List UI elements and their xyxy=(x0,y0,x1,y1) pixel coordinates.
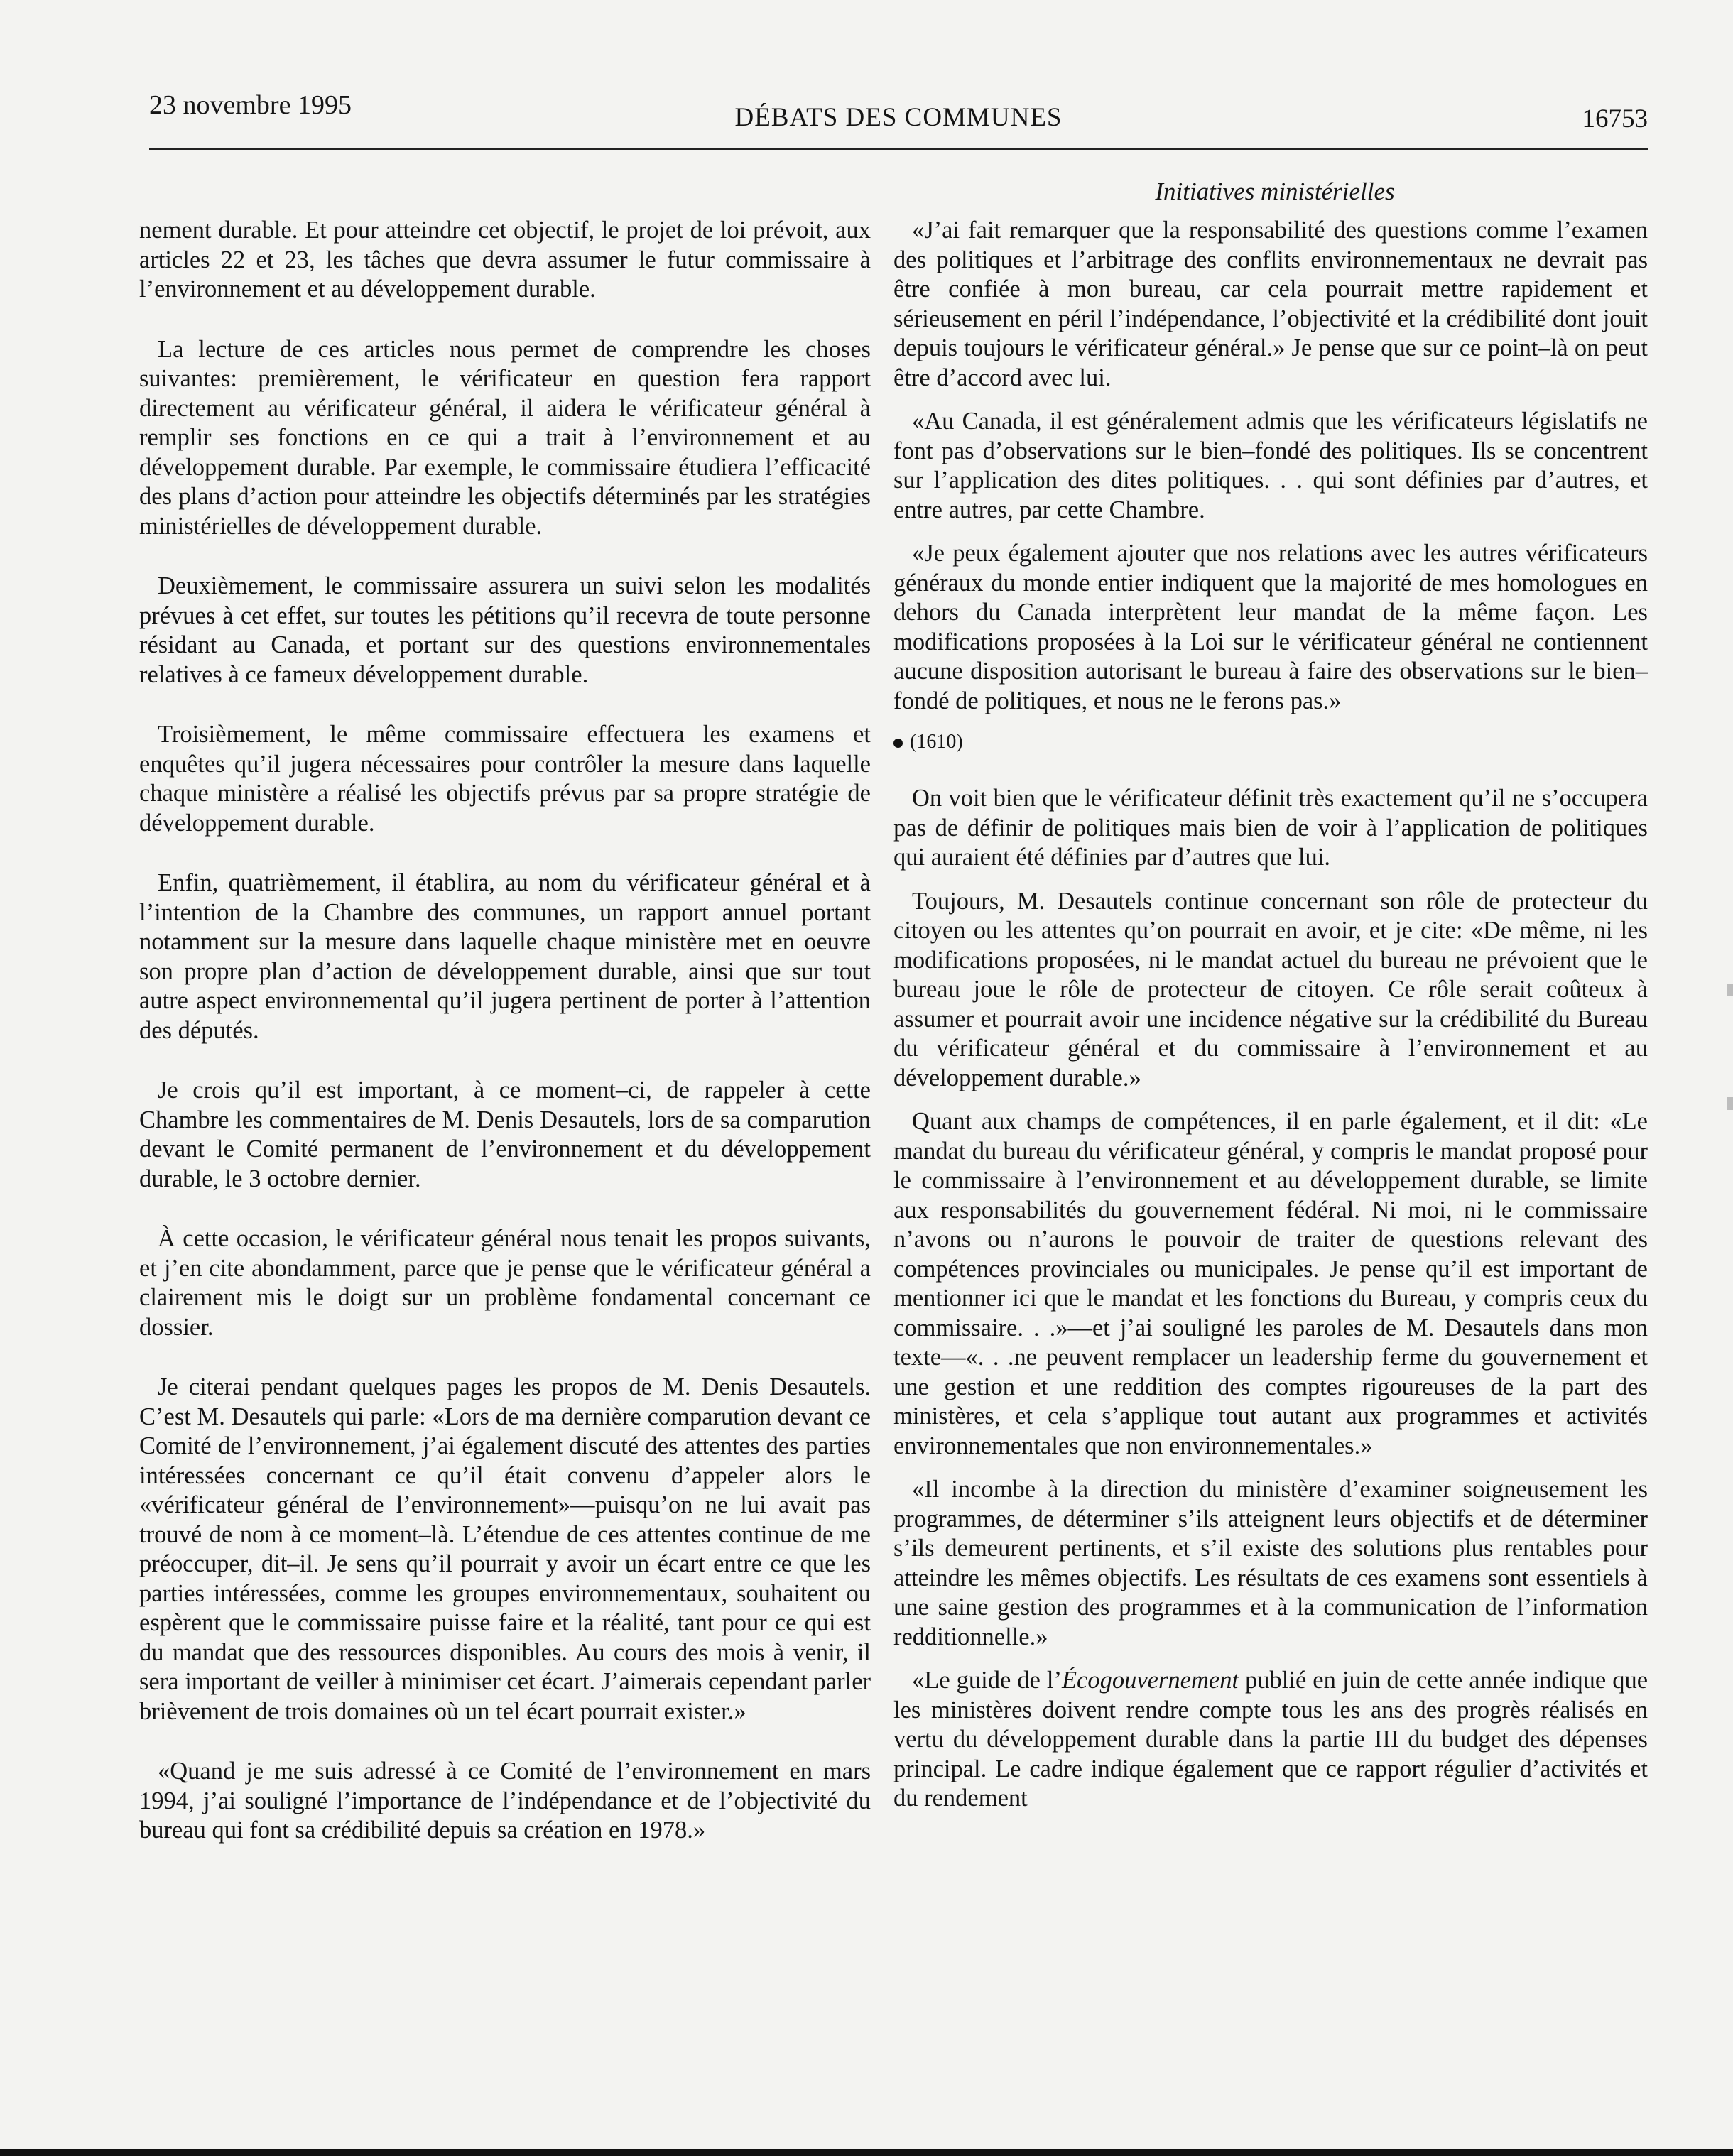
paragraph: Deuxièmement, le commissaire assurera un suivi selon les modalités prévues à cet effet, sur toutes les pétitions qu’il recevra de toute personne résidant au Canada, et portant sur des questions environnementales relatives à ce fameux développement durable. xyxy=(139,572,871,688)
paragraph: La lecture de ces articles nous permet de comprendre les choses suivantes: premièrement, le vérificateur en question fera rapport directement au vérificateur général, il aidera le vérificateur général à remplir ses fonctions en ce qui a trait à l’environnement et au développement durable. Par exemple, le commissaire étudiera l’efficacité des plans d’action pour atteindre les objectifs déterminés par les stratégies ministérielles de développement durable. xyxy=(139,335,871,540)
paragraph: Toujours, M. Desautels continue concernant son rôle de protecteur du citoyen ou les attentes qu’on pourrait en avoir, et je cite: «De même, ni les modifications proposées, ni le mandat actuel du bureau ne prévoient que le bureau joue le rôle de protecteur de citoyen. Ce rôle serait coûteux à assumer et pourrait avoir une incidence négative sur la crédibilité du Bureau du vérificateur général et du commissaire à l’environnement et au développement durable.» xyxy=(893,887,1648,1091)
section-heading: Initiatives ministérielles xyxy=(1155,178,1395,205)
scan-bottom-edge xyxy=(0,2149,1733,2156)
paragraph: «J’ai fait remarquer que la responsabilité des questions comme l’examen des politiques et l’arbitrage des conflits environnementaux ne devrait pas être confiée à mon bureau, car cela pourrait mettre rapidement et sérieusement en péril l’indépendance, l’objectivité et la crédibilité dont jouit depuis toujours le vérificateur général.» Je pense que sur ce point–là on peut être d’accord avec lui. xyxy=(893,217,1648,391)
bullet-icon xyxy=(893,739,903,748)
right-column xyxy=(893,216,1648,1828)
paragraph: «Il incombe à la direction du ministère d’examiner soigneusement les programmes, de déterminer s’ils atteignent leurs objectifs et de déterminer s’ils demeurent pertinents, et s’il existe des solutions plus rentables pour atteindre les mêmes objectifs. Les résultats de ces examens sont essentiels à une saine gestion des programmes et à la communication de l’information redditionnelle.» xyxy=(893,1476,1648,1650)
paragraph xyxy=(893,1666,1648,1814)
paragraph: «Je peux également ajouter que nos relations avec les autres vérificateurs généraux du monde entier indiquent que la majorité de mes homologues en dehors du Canada interprètent leur mandat de la même façon. Les modifications proposées à la Loi sur le vérificateur général ne contiennent aucune disposition autorisant le bureau à faire des observations sur le bien–fondé de politiques, et nous ne le ferons pas.» xyxy=(893,540,1648,714)
publication-title: Écogouvernement xyxy=(1061,1667,1239,1694)
left-column xyxy=(139,216,871,1876)
paragraph: «Quand je me suis adressé à ce Comité de l’environnement en mars 1994, j’ai souligné l’importance de l’indépendance et de l’objectivité du bureau qui font sa crédibilité depuis sa création en 1978.» xyxy=(139,1758,871,1844)
scan-edge-mark xyxy=(1727,984,1733,996)
paragraph-text: «Le guide de l’ xyxy=(912,1667,1062,1694)
paragraph: Je citerai pendant quelques pages les propos de M. Denis Desautels. C’est M. Desautels qui parle: «Lors de ma dernière comparution devant ce Comité de l’environnement, j’ai également discuté des attentes des parties intéressées concernant ce qu’il était convenu d’appeler alors le «vérificateur général de l’environnement»—puisqu’on ne lui avait pas trouvé de nom à ce moment–là. L’étendue de ces attentes continue de me préoccuper, dit–il. Je sens qu’il pourrait y avoir un écart entre ce que les parties intéressées, comme les groupes environnementaux, souhaitent ou espèrent que le commissaire puisse faire et la réalité, tant pour ce qui est du mandat que des ressources disponibles. Au cours des mois à venir, il sera important de veiller à minimiser cet écart. J’aimerais cependant parler brièvement de trois domaines où un tel écart pourrait exister.» xyxy=(139,1373,871,1725)
page-header xyxy=(149,89,1648,132)
paragraph-text: publié en juin de cette année indique que les ministères doivent rendre compte tous les ans des progrès réalisés en vertu du développement durable dans la partie III du budget des dépenses principal. Le cadre indique également que ce rapport régulier d’activités et du rendement xyxy=(893,1667,1648,1812)
paragraph: Enfin, quatrièmement, il établira, au nom du vérificateur général et à l’intention de la Chambre des communes, un rapport annuel portant notamment sur la mesure dans laquelle chaque ministère met en oeuvre son propre plan d’action de développement durable, ainsi que sur tout autre aspect environnemental qu’il jugera pertinent de porter à l’attention des députés. xyxy=(139,869,871,1044)
paragraph: On voit bien que le vérificateur définit très exactement qu’il ne s’occupera pas de définir de politiques mais bien de voir à l’application de politiques qui auraient été définies par d’autres que lui. xyxy=(893,785,1648,871)
scan-edge-mark xyxy=(1727,1097,1733,1110)
paragraph: nement durable. Et pour atteindre cet objectif, le projet de loi prévoit, aux articles 22 et 23, les tâches que devra assumer le futur commissaire à l’environnement et au développement durable. xyxy=(139,217,871,303)
time-marker-label: (1610) xyxy=(910,731,963,753)
header-title: DÉBATS DES COMMUNES xyxy=(734,103,1063,132)
header-date: 23 novembre 1995 xyxy=(149,90,352,120)
time-marker xyxy=(893,730,1648,754)
paragraph: Je crois qu’il est important, à ce moment–ci, de rappeler à cette Chambre les commentaires de M. Denis Desautels, lors de sa comparution devant le Comité permanent de l’environnement et du développement durable, le 3 octobre dernier. xyxy=(139,1077,871,1192)
paragraph: Troisièmement, le même commissaire effectuera les examens et enquêtes qu’il jugera nécessaires pour contrôler la mesure dans laquelle chaque ministère a réalisé les objectifs prévus par sa propre stratégie de développement durable. xyxy=(139,721,871,837)
paragraph: «Au Canada, il est généralement admis que les vérificateurs législatifs ne font pas d’observations sur le bien–fondé des politiques. Ils se concentrent sur l’application des dites politiques. . . qui sont définies par d’autres, et entre autres, par cette Chambre. xyxy=(893,408,1648,523)
header-rule xyxy=(149,148,1648,150)
paragraph: À cette occasion, le vérificateur général nous tenait les propos suivants, et j’en cite abondamment, parce que je pense que le vérificateur général a clairement mis le doigt sur un problème fondamental concernant ce dossier. xyxy=(139,1225,871,1341)
paragraph: Quant aux champs de compétences, il en parle également, et il dit: «Le mandat du bureau du vérificateur général, y compris le mandat proposé pour le commissaire à l’environnement et au développement durable, se limite aux responsabilités du gouvernement fédéral. Ni moi, ni le commissaire n’avons ou n’aurons le pouvoir de traiter de questions relevant des compétences provinciales ou municipales. Je pense qu’il est important de mentionner ici que le mandat et les fonctions du Bureau, y compris ceux du commissaire. . .»—et j’ai souligné les paroles de M. Desautels dans mon texte—«. . .ne peuvent remplacer un leadership ferme du gouvernement et une gestion et une reddition des comptes rigoureuses de la part des ministères, et cela s’applique tout autant aux programmes et activités environnementales que non environnementales.» xyxy=(893,1108,1648,1459)
header-page-number: 16753 xyxy=(1582,104,1648,134)
